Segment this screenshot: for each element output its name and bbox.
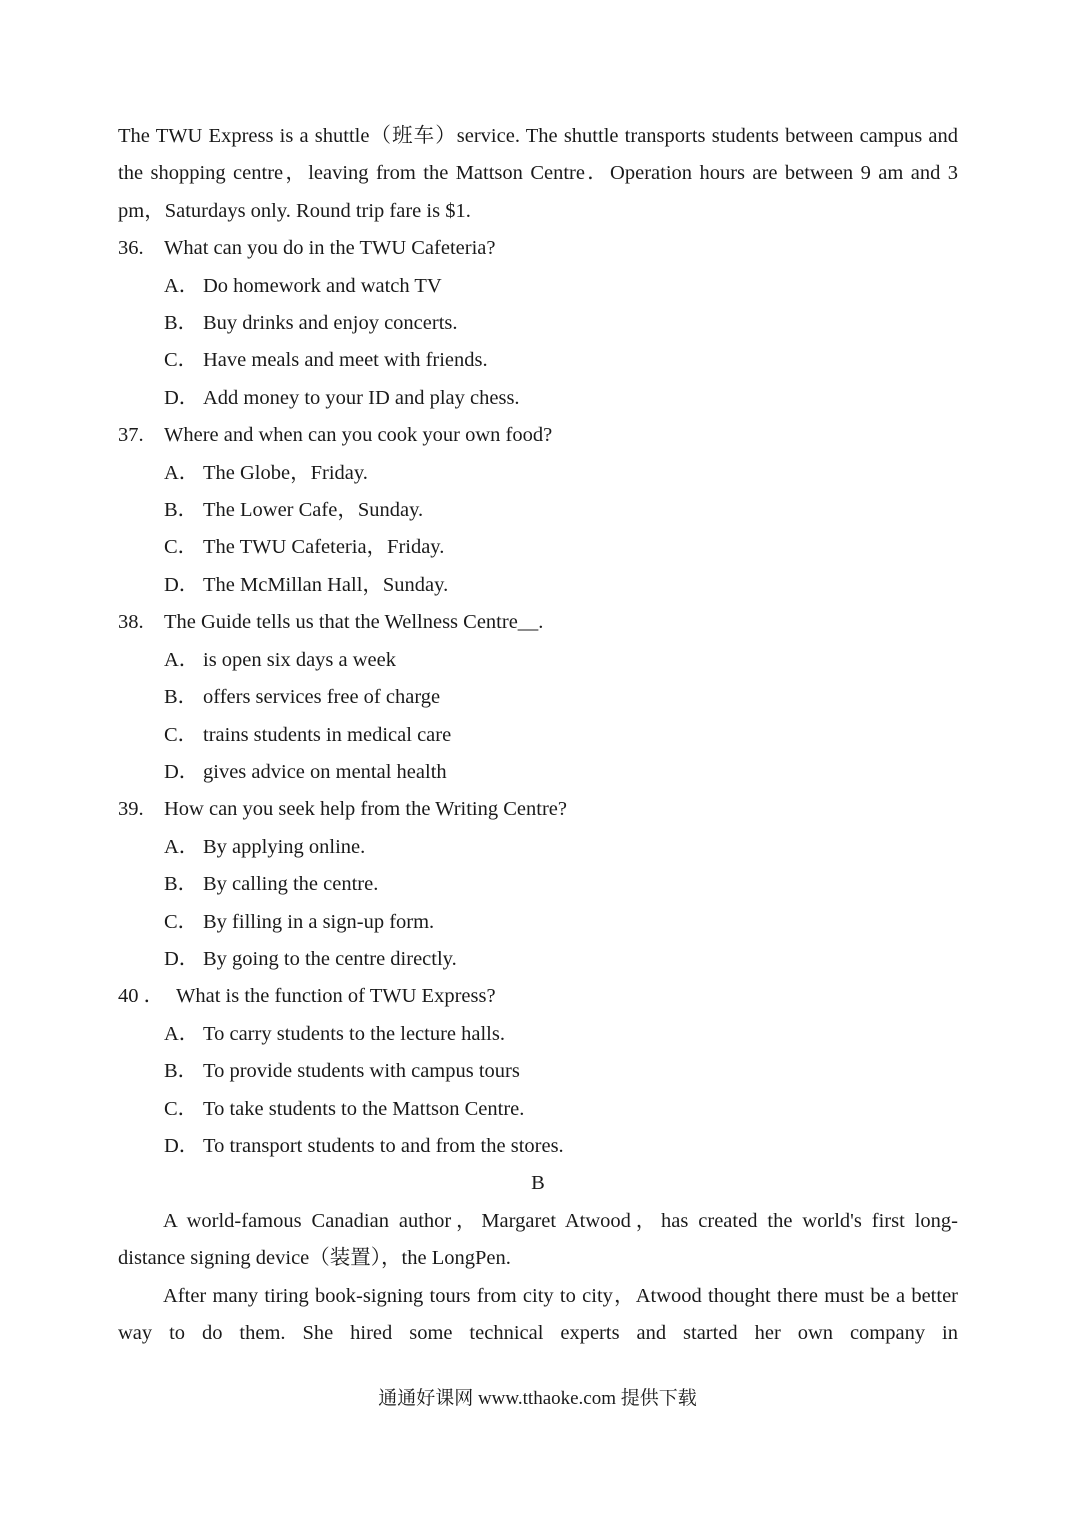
question-number: 37.	[118, 424, 144, 447]
question-39	[118, 791, 958, 978]
question-text: How can you seek help from the Writing Centre?	[164, 798, 567, 821]
question-number: 36.	[118, 237, 144, 260]
question-text: Where and when can you cook your own food?	[164, 424, 553, 447]
option-c: C． Have meals and meet with friends.	[164, 349, 488, 372]
question-40	[118, 978, 958, 1165]
option-b: B． To provide students with campus tours	[164, 1060, 520, 1083]
question-number: 40 ．	[118, 985, 165, 1008]
option-b: B． The Lower Cafe，Sunday.	[164, 499, 424, 522]
section-heading: B	[531, 1172, 545, 1195]
option-a: A． By applying online.	[164, 835, 366, 858]
option-d: D． gives advice on mental health	[164, 760, 447, 783]
question-number: 38.	[118, 611, 144, 634]
option-a: A． To carry students to the lecture halls.	[164, 1022, 505, 1045]
option-d: D． The McMillan Hall，Sunday.	[164, 573, 449, 596]
option-c: C． To take students to the Mattson Centre.	[164, 1097, 525, 1120]
question-36	[118, 230, 958, 417]
option-d: D． To transport students to and from the stores.	[164, 1134, 564, 1157]
question-number: 39.	[118, 798, 144, 821]
option-b: B． Buy drinks and enjoy concerts.	[164, 312, 458, 335]
section-b-paragraph-1: A world-famous Canadian author，Margaret Atwood，has created the world's first long-distance signing device（装置），the LongPen.	[118, 1209, 958, 1270]
option-b: B． By calling the centre.	[164, 873, 379, 896]
section-b-paragraph-2: After many tiring book-signing tours from city to city，Atwood thought there must be a better way to do them. She hired some technical experts and started her own company in	[118, 1284, 958, 1344]
question-37	[118, 417, 958, 604]
option-c: C． The TWU Cafeteria，Friday.	[164, 536, 445, 559]
option-a: A． The Globe，Friday.	[164, 461, 368, 484]
question-text: What is the function of TWU Express?	[176, 985, 496, 1008]
option-c: C． By filling in a sign-up form.	[164, 910, 435, 933]
question-38	[118, 604, 958, 791]
option-d: D． By going to the centre directly.	[164, 947, 457, 970]
footer-watermark: 通通好课网 www.tthaoke.com 提供下载	[378, 1388, 697, 1409]
option-d: D． Add money to your ID and play chess.	[164, 386, 520, 409]
question-text: The Guide tells us that the Wellness Centre__.	[164, 611, 544, 634]
option-c: C． trains students in medical care	[164, 723, 452, 746]
option-a: A． is open six days a week	[164, 648, 396, 671]
question-text: What can you do in the TWU Cafeteria?	[164, 237, 496, 260]
document-page	[118, 118, 958, 1352]
option-a: A． Do homework and watch TV	[164, 274, 442, 297]
intro-paragraph: The TWU Express is a shuttle（班车）service. The shuttle transports students between campus and the shopping centre，leaving from the Mattson Centre．Operation hours are between 9 am and 3 pm，Saturdays only. Round trip fare is $1.	[118, 125, 958, 222]
option-b: B． offers services free of charge	[164, 686, 441, 709]
